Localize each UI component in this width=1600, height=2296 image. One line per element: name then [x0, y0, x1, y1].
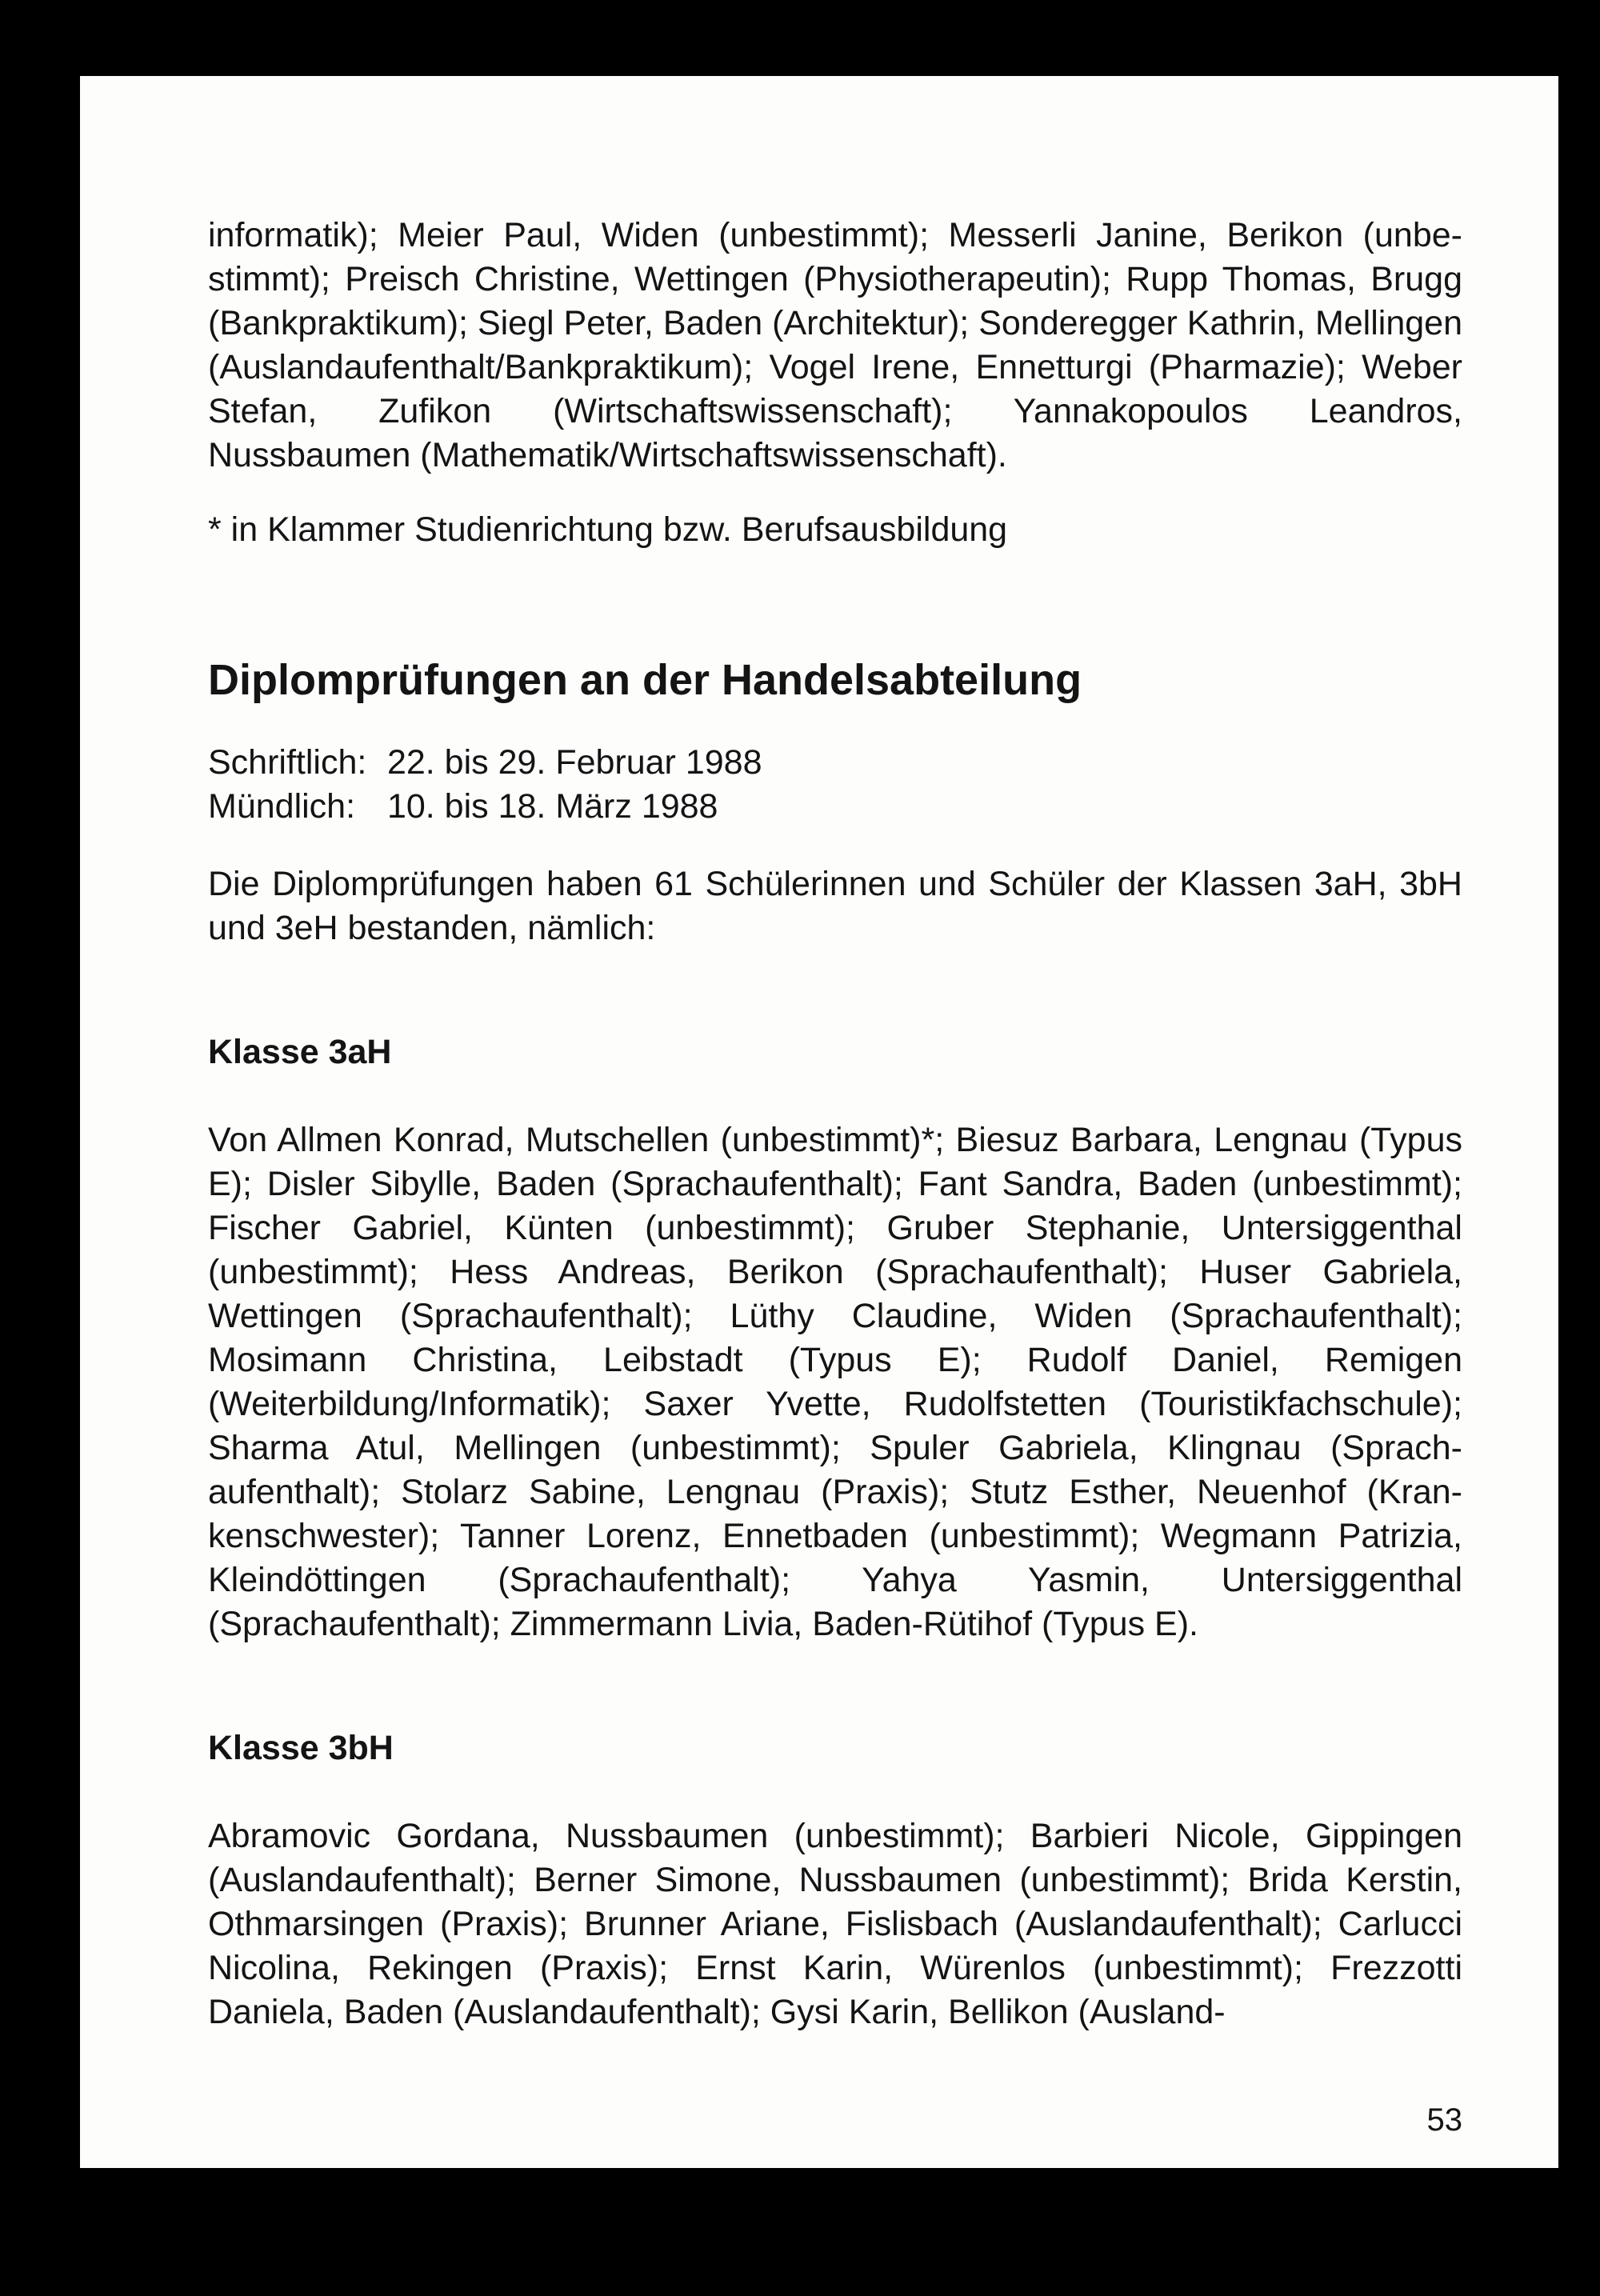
written-exam-value: 22. bis 29. Februar 1988 — [386, 743, 762, 782]
exam-dates — [208, 741, 1462, 829]
page-content — [208, 214, 1462, 2034]
section-heading: Diplomprüfungen an der Handelsabteilung — [208, 656, 1082, 704]
document-page — [80, 76, 1558, 2168]
page-number: 53 — [1426, 2102, 1462, 2138]
oral-exam-label: Mündlich: — [208, 787, 356, 826]
oral-exam-value: 10. bis 18. März 1988 — [386, 787, 718, 826]
class-list-3bh: Abramovic Gordana, Nussbaumen (unbestimmt); Barbieri Nicole, Gippingen (Auslandaufenthalt); Berner Simone, Nussbaumen (unbestimmt); Brida Kerstin, Othmarsingen (Praxis); Brunner Ariane, Fislisbach (Auslandaufenthalt); Carlucci Nicolina, Rekingen (Praxis); Ernst Karin, Würenlos (unbestimmt); Frezzotti Daniela, Baden (Auslandaufenthalt); Gysi Karin, Bellikon (Ausland- — [208, 1817, 1462, 2031]
footnote: * in Klammer Studienrichtung bzw. Berufsausbildung — [208, 510, 1008, 549]
class-list-3ah: Von Allmen Konrad, Mutschellen (unbestimmt)*; Biesuz Barbara, Lengnau (Typus E); Disler Sibylle, Baden (Sprachaufenthalt); Fant Sandra, Baden (unbestimmt); Fischer Gabriel, Künten (unbestimmt); Gruber Stephanie, Untersiggenthal (unbestimmt); Hess Andreas, Berikon (Sprachaufenthalt); Huser Gabriela, Wettingen (Sprachaufenthalt); Lüthy Claudine, Widen (Sprachaufenthalt); Mosimann Christina, Leibstadt (Typus E); Rudolf Daniel, Remigen (Weiterbildung/Informatik); Saxer Yvette, Rudolfstetten (Touristikfachschule); Sharma Atul, Mellingen (unbestimmt); Spuler Gabriela, Klingnau (Sprachaufenthalt); Stolarz Sabine, Lengnau (Praxis); Stutz Esther, Neuenhof (Krankenschwester); Tanner Lorenz, Ennetbaden (unbestimmt); Wegmann Patrizia, Kleindöttingen (Sprachaufenthalt); Yahya Yasmin, Untersiggenthal (Sprachaufenthalt); Zimmermann Livia, Baden-Rütihof (Typus E). — [208, 1121, 1462, 1643]
oral-exam-date — [208, 785, 1462, 829]
written-exam-label: Schriftlich: — [208, 743, 367, 782]
class-heading-3ah: Klasse 3aH — [208, 1033, 392, 1071]
written-exam-date — [208, 741, 1462, 785]
continued-name-list: informatik); Meier Paul, Widen (unbestimmt); Messerli Janine, Berikon (unbestimmt); Preisch Christine, Wettingen (Physiotherapeutin); Rupp Thomas, Brugg (Bankpraktikum); Siegl Peter, Baden (Architektur); Sonderegger Kathrin, Mellingen (Auslandaufenthalt/Bankpraktikum); Vogel Irene, Ennetturgi (Pharmazie); Weber Stefan, Zufikon (Wirtschaftswissenschaft); Yannakopoulos Leandros, Nussbaumen (Mathematik/Wirtschaftswissenschaft). — [208, 216, 1462, 474]
section-intro: Die Diplomprüfungen haben 61 Schülerinnen und Schüler der Klassen 3aH, 3bH und 3eH bestanden, nämlich: — [208, 865, 1462, 947]
class-heading-3bh: Klasse 3bH — [208, 1729, 394, 1767]
